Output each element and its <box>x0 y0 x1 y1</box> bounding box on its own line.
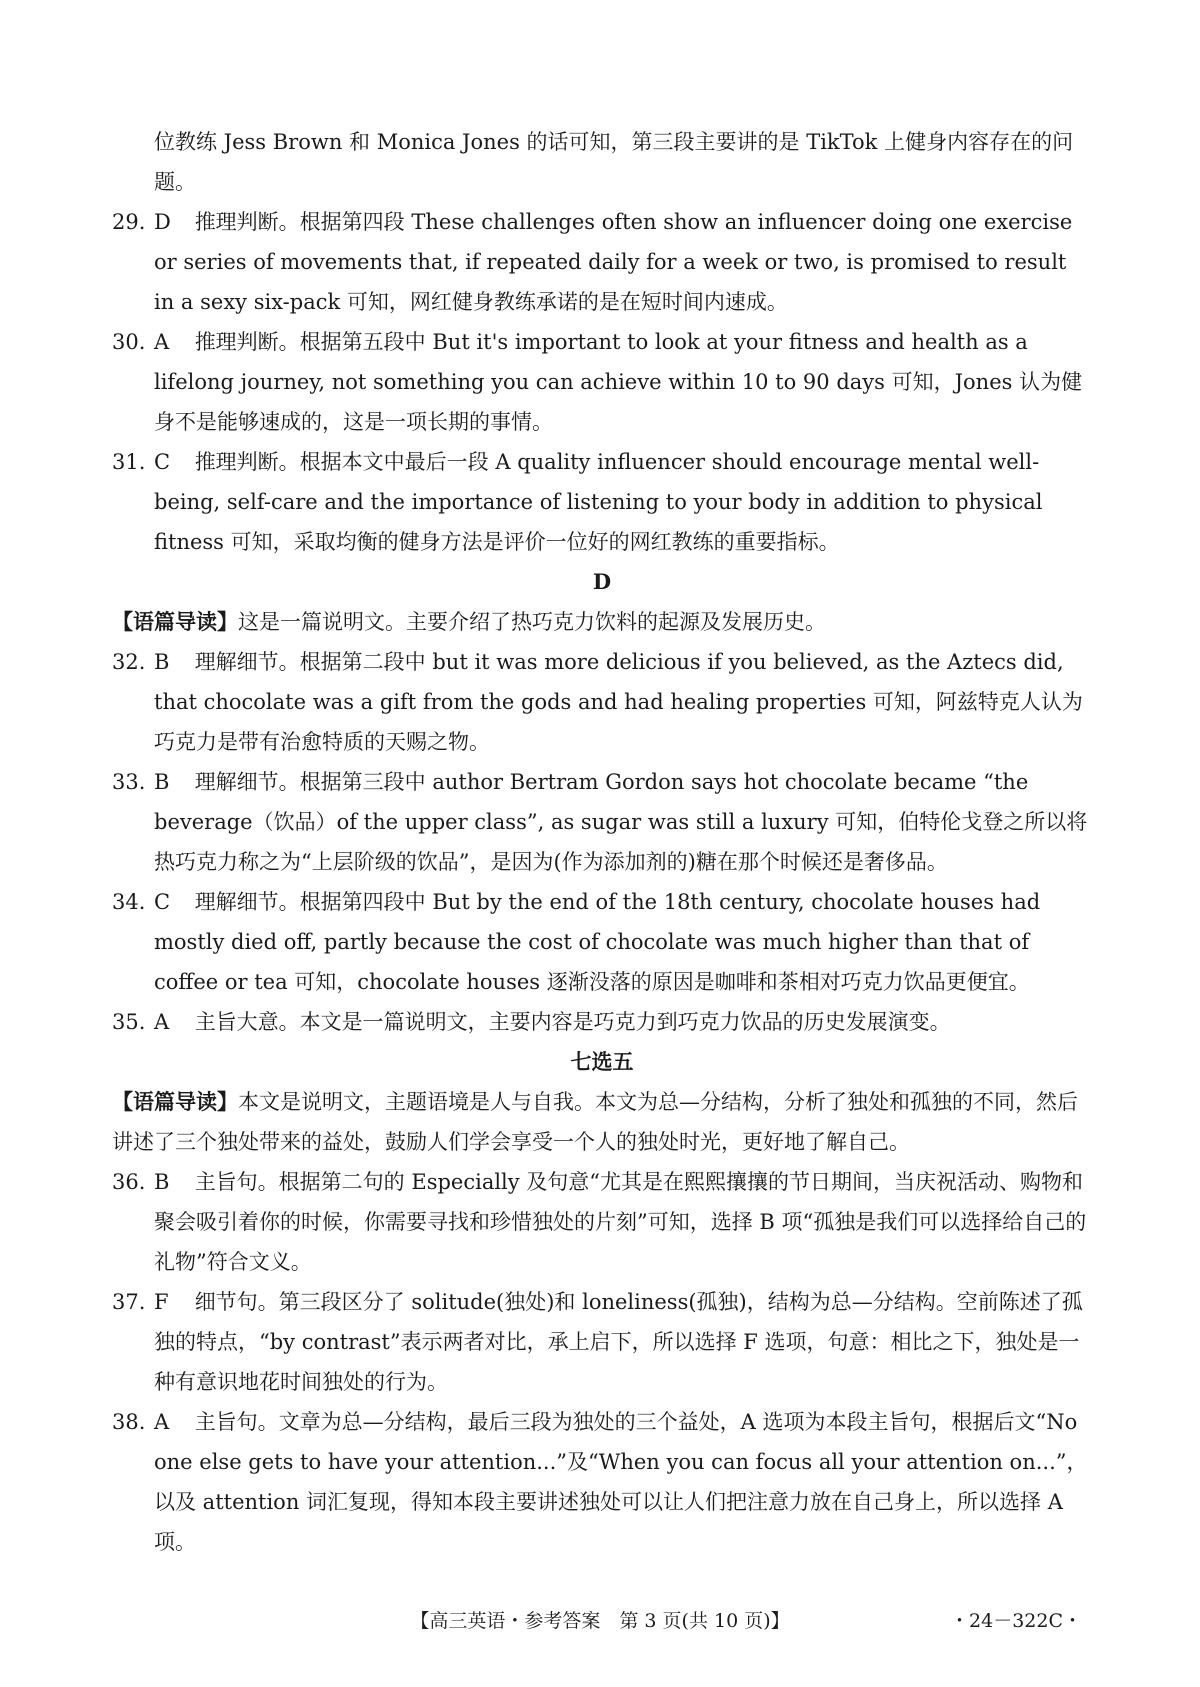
item-explanation: 理解细节。根据第二段中 but it was more delicious if you believed, as the Aztecs did, that chocolate was a gift from the gods and had healing properties 可知，阿兹特克人认为巧克力是带有治愈特质的天赐之物。 <box>154 650 1083 754</box>
answer-item-37 <box>112 1282 1092 1402</box>
answer-item-34 <box>112 882 1092 1002</box>
answer-item-35 <box>112 1002 1092 1042</box>
item-explanation: 主旨句。文章为总—分结构，最后三段为独处的三个益处，A 选项为本段主旨句，根据后文“No one else gets to have your attention...”及“When you can focus all your attention on...”，以及 attention 词汇复现，得知本段主要讲述独处可以让人们把注意力放在自己身上，所以选择 A 项。 <box>154 1410 1088 1554</box>
item-explanation: 理解细节。根据第四段中 But by the end of the 18th century, chocolate houses had mostly died off, partly because the cost of chocolate was much higher than that of coffee or tea 可知，chocolate houses 逐渐没落的原因是咖啡和茶相对巧克力饮品更便宜。 <box>154 890 1041 994</box>
section-heading-d: D <box>592 569 612 594</box>
item-number: 38. <box>112 1410 146 1434</box>
item-number: 30. <box>112 330 146 354</box>
item-number: 33. <box>112 770 146 794</box>
item-answer: F <box>154 1290 169 1314</box>
item-number: 35. <box>112 1010 146 1034</box>
answer-item-36 <box>112 1162 1092 1282</box>
item-number: 37. <box>112 1290 146 1314</box>
answer-item-29 <box>112 202 1092 322</box>
item-number: 31. <box>112 450 146 474</box>
footer-page-info: 【高三英语・参考答案 第 3 页(共 10 页)】 <box>410 1610 790 1632</box>
item-number: 34. <box>112 890 146 914</box>
reading-guide-seven <box>112 1082 1092 1162</box>
page-footer <box>0 1601 1200 1641</box>
item-answer: B <box>154 770 170 794</box>
answer-item-30 <box>112 322 1092 442</box>
section-heading-seven-choose-five: 七选五 <box>570 1049 634 1074</box>
item-explanation: 主旨大意。本文是一篇说明文，主要内容是巧克力到巧克力饮品的历史发展演变。 <box>194 1010 951 1034</box>
answer-item-38 <box>112 1402 1092 1562</box>
item-explanation: 推理判断。根据本文中最后一段 A quality influencer should encourage mental well-being, self-care and the importance of listening to your body in addition to physical fitness 可知，采取均衡的健身方法是评价一位好的网红教练的重要指标。 <box>154 450 1043 554</box>
item-number: 32. <box>112 650 146 674</box>
answer-item-31 <box>112 442 1092 562</box>
item-answer: B <box>154 1170 170 1194</box>
item-answer: A <box>154 1410 170 1434</box>
page-content <box>112 122 1092 1562</box>
item-answer: C <box>154 890 171 914</box>
continuation-paragraph: 位教练 Jess Brown 和 Monica Jones 的话可知，第三段主要讲的是 TikTok 上健身内容存在的问题。 <box>154 130 1074 194</box>
item-explanation: 理解细节。根据第三段中 author Bertram Gordon says hot chocolate became “the beverage（饮品）of the upper class”, as sugar was still a luxury 可知，伯特伦戈登之所以将热巧克力称之为“上层阶级的饮品”，是因为(作为添加剂的)糖在那个时候还是奢侈品。 <box>154 770 1088 874</box>
item-answer: D <box>154 210 171 234</box>
guide-text: 本文是说明文，主题语境是人与自我。本文为总—分结构，分析了独处和孤独的不同，然后讲述了三个独处带来的益处，鼓励人们学会享受一个人的独处时光，更好地了解自己。 <box>112 1090 1078 1154</box>
item-explanation: 推理判断。根据第五段中 But it's important to look at your fitness and health as a lifelong journey, not something you can achieve within 10 to 90 days 可知，Jones 认为健身不是能够速成的，这是一项长期的事情。 <box>154 330 1083 434</box>
item-answer: A <box>154 1010 170 1034</box>
item-explanation: 主旨句。根据第二句的 Especially 及句意“尤其是在熙熙攘攘的节日期间，当庆祝活动、购物和聚会吸引着你的时候，你需要寻找和珍惜独处的片刻”可知，选择 B 项“孤独是我们可以选择给自己的礼物”符合文义。 <box>154 1170 1087 1274</box>
answer-item-33 <box>112 762 1092 882</box>
item-number: 29. <box>112 210 146 234</box>
guide-text: 这是一篇说明文。主要介绍了热巧克力饮料的起源及发展历史。 <box>238 610 826 634</box>
item-answer: B <box>154 650 170 674</box>
item-answer: C <box>154 450 171 474</box>
item-explanation: 细节句。第三段区分了 solitude(独处)和 loneliness(孤独)，结构为总—分结构。空前陈述了孤独的特点，“by contrast”表示两者对比，承上启下，所以选择 F 选项，句意：相比之下，独处是一种有意识地花时间独处的行为。 <box>154 1290 1083 1394</box>
guide-label: 【语篇导读】 <box>112 609 238 634</box>
item-number: 36. <box>112 1170 146 1194</box>
item-answer: A <box>154 330 170 354</box>
footer-code: ・24－322C・ <box>950 1610 1082 1632</box>
item-explanation: 推理判断。根据第四段 These challenges often show an influencer doing one exercise or series of movements that, if repeated daily for a week or two, is promised to result in a sexy six-pack 可知，网红健身教练承诺的是在短时间内速成。 <box>154 210 1073 314</box>
answer-item-32 <box>112 642 1092 762</box>
reading-guide-d <box>112 602 1092 642</box>
guide-label: 【语篇导读】 <box>112 1089 238 1114</box>
